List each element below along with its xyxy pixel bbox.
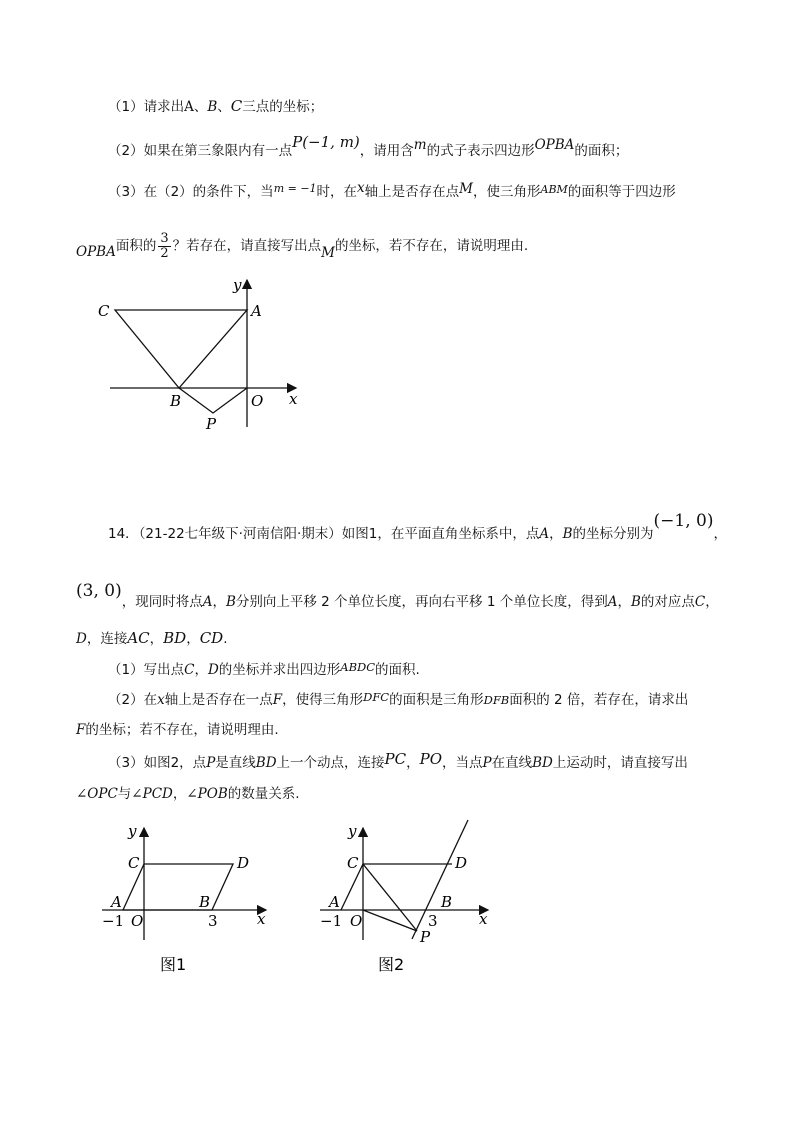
segment-bpo (179, 388, 247, 413)
coord-a: (−1, 0) (653, 511, 714, 531)
label-d: D (455, 854, 468, 872)
q14-line3: D，连接AC，BD，CD. (76, 629, 228, 647)
question-number: 14． (108, 526, 139, 542)
q14-part3: （3）如图2，点P是直线BD上一个动点，连接PC，PO，当点P在直线BD上运动时，请直接写出 (108, 750, 688, 771)
q14-part3-continued: ∠OPC与∠PCD，∠POB的数量关系. (76, 786, 300, 802)
label-y: y (128, 822, 137, 840)
line-bd (412, 820, 468, 939)
label-c: C (128, 854, 140, 872)
q13-part2: （2）如果在第三象限内有一点P(−1, m)，请用含m的式子表示四边形OPBA的面积； (108, 133, 629, 159)
q14-figure-1 (98, 818, 278, 978)
q13-figure (90, 272, 310, 432)
question-source: （21-22七年级下·河南信阳·期末） (138, 526, 342, 542)
q14-part1: （1）写出点C，D的坐标并求出四边形ABDC的面积. (108, 660, 420, 678)
caption-figure-2: 图2 (378, 955, 405, 974)
label-a: A (329, 893, 340, 911)
label-y: y (233, 276, 242, 294)
point-p-coords: (−1, m) (302, 133, 360, 151)
label-x: x (289, 390, 298, 408)
label-d: D (237, 854, 250, 872)
caption-figure-1: 图1 (160, 955, 187, 974)
label-p: P (420, 928, 431, 946)
parallelogram-abdc (123, 864, 233, 910)
q14-line1: 14．（21-22七年级下·河南信阳·期末）如图1，在平面直角坐标系中，点A，B的坐标分别为(−1, 0)， (108, 511, 727, 542)
q14-figure-2 (316, 806, 498, 978)
q13-part1: （1）请求出A、B、C三点的坐标； (108, 97, 324, 115)
label-a: A (251, 302, 262, 320)
label-b: B (170, 392, 182, 410)
q13-part3-continued: OPBA面积的 $\frac{3}{2}$ ？若存在，请直接写出点M的坐标，若不存在，请说明理由. (76, 230, 529, 261)
label-p: P (206, 415, 217, 432)
q13-part3: （3）在（2）的条件下，当$^{m = -1}$时，在x轴上是否存在点M，使三角形$^{ABM}$的面积等于四边形 (108, 180, 676, 200)
label-o: O (131, 912, 144, 930)
fraction-three-halves: $\frac{3}{2}$ (160, 230, 169, 261)
label-a: A (111, 893, 122, 911)
tick-neg1: −1 (320, 912, 343, 930)
label-b: B (441, 893, 453, 911)
label-x: x (257, 910, 266, 928)
coord-b: (3, 0) (76, 581, 122, 601)
label-y: y (348, 822, 357, 840)
label-b: B (199, 893, 211, 911)
triangle-abc (115, 310, 247, 388)
tick-3: 3 (428, 912, 438, 930)
label-x: x (479, 910, 488, 928)
label-c: C (347, 854, 359, 872)
label-c: C (98, 302, 110, 320)
q14-part2: （2）在x轴上是否存在一点F，使得三角形DFC的面积是三角形DFB面积的 2 倍，若存在，请求出 (108, 690, 689, 708)
q14-line2: (3, 0)，现同时将点A，B分别向上平移 2 个单位长度，再向右平移 1 个单位长度，得到A，B的对应点C， (76, 581, 719, 610)
tick-neg1: −1 (102, 912, 125, 930)
label-o: O (350, 912, 363, 930)
label-o: O (251, 392, 264, 410)
part-number: （1） (108, 99, 144, 115)
q14-part2-continued: F的坐标；若不存在，请说明理由. (76, 722, 279, 738)
tick-3: 3 (208, 912, 218, 930)
